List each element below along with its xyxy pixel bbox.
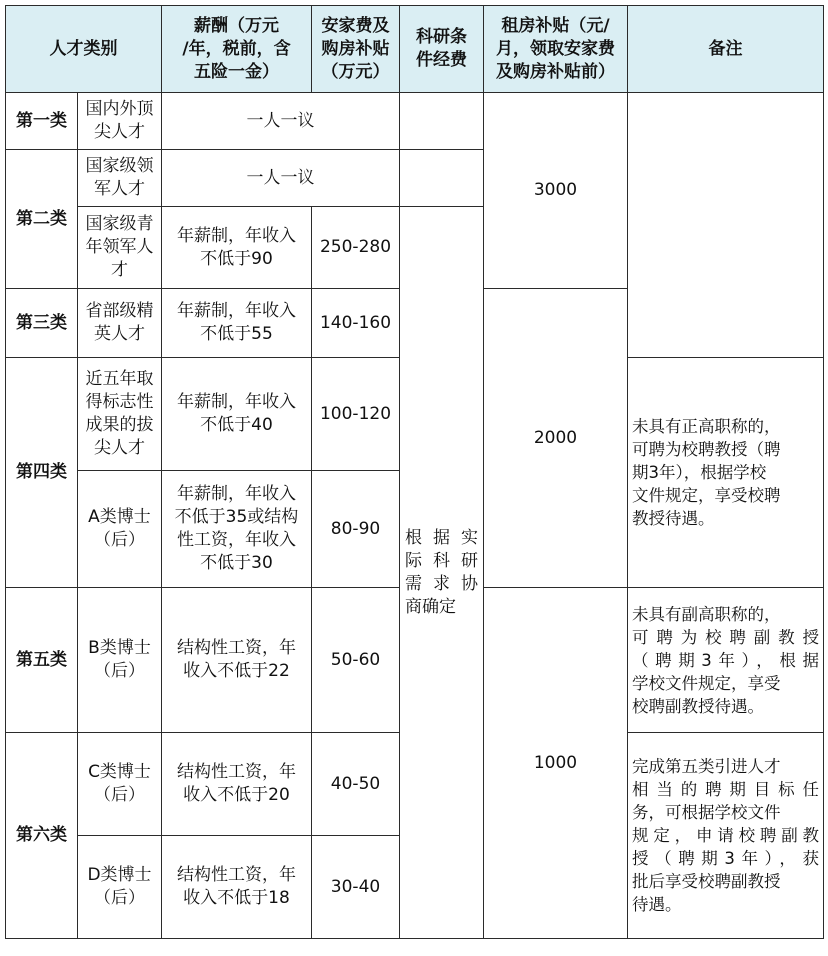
category-2: 第二类 [6, 150, 78, 289]
salary-cell: 结构性工资，年 收入不低于20 [162, 733, 312, 836]
empty-cell [400, 150, 484, 207]
negotiated-cell: 一人一议 [162, 93, 400, 150]
salary-cell: 年薪制，年收入 不低于90 [162, 207, 312, 289]
note-full-professor: 未具有正高职称的， 可聘为校聘教授（聘 期3年），根据学校 文件规定，享受校聘 教授待遇。 [628, 358, 824, 588]
rent-2000: 2000 [484, 289, 628, 588]
rent-1000: 1000 [484, 588, 628, 939]
rent-3000: 3000 [484, 93, 628, 289]
subcategory-cell: B类博士 （后） [78, 588, 162, 733]
header-row [6, 6, 824, 93]
research-fund-cell: 根据实 际科研 需求协 商确定 [400, 207, 484, 939]
header-research: 科研条 件经费 [400, 6, 484, 93]
negotiated-cell: 一人一议 [162, 150, 400, 207]
salary-cell: 结构性工资，年 收入不低于22 [162, 588, 312, 733]
empty-cell [400, 93, 484, 150]
subcategory-cell: 省部级精 英人才 [78, 289, 162, 358]
table-row [6, 93, 824, 150]
note-associate-professor: 未具有副高职称的， 可聘为校聘副教授 （聘期3年），根据 学校文件规定，享受 校聘副教授待遇。 [628, 588, 824, 733]
settle-cell: 250-280 [312, 207, 400, 289]
salary-cell: 年薪制，年收入 不低于35或结构 性工资，年收入 不低于30 [162, 471, 312, 588]
subcategory-cell: 国家级领 军人才 [78, 150, 162, 207]
settle-cell: 50-60 [312, 588, 400, 733]
header-note: 备注 [628, 6, 824, 93]
subcategory-cell: D类博士 （后） [78, 836, 162, 939]
salary-cell: 年薪制，年收入 不低于55 [162, 289, 312, 358]
category-3: 第三类 [6, 289, 78, 358]
subcategory-cell: 近五年取 得标志性 成果的拔 尖人才 [78, 358, 162, 471]
subcategory-cell: 国家级青 年领军人 才 [78, 207, 162, 289]
category-4: 第四类 [6, 358, 78, 588]
category-1: 第一类 [6, 93, 78, 150]
subcategory-cell: 国内外顶 尖人才 [78, 93, 162, 150]
header-rent: 租房补贴（元/ 月，领取安家费 及购房补贴前） [484, 6, 628, 93]
settle-cell: 40-50 [312, 733, 400, 836]
header-category: 人才类别 [6, 6, 162, 93]
category-5: 第五类 [6, 588, 78, 733]
header-salary: 薪酬（万元 /年，税前，含 五险一金） [162, 6, 312, 93]
settle-cell: 80-90 [312, 471, 400, 588]
header-settle: 安家费及 购房补贴 （万元） [312, 6, 400, 93]
settle-cell: 100-120 [312, 358, 400, 471]
subcategory-cell: A类博士 （后） [78, 471, 162, 588]
salary-cell: 结构性工资，年 收入不低于18 [162, 836, 312, 939]
talent-table [5, 5, 824, 939]
subcategory-cell: C类博士 （后） [78, 733, 162, 836]
salary-cell: 年薪制，年收入 不低于40 [162, 358, 312, 471]
note-category-six: 完成第五类引进人才 相当的聘期目标任 务，可根据学校文件 规定，申请校聘副教 授（聘期3年），获 批后享受校聘副教授 待遇。 [628, 733, 824, 939]
category-6: 第六类 [6, 733, 78, 939]
settle-cell: 140-160 [312, 289, 400, 358]
settle-cell: 30-40 [312, 836, 400, 939]
empty-note-cell [628, 93, 824, 358]
